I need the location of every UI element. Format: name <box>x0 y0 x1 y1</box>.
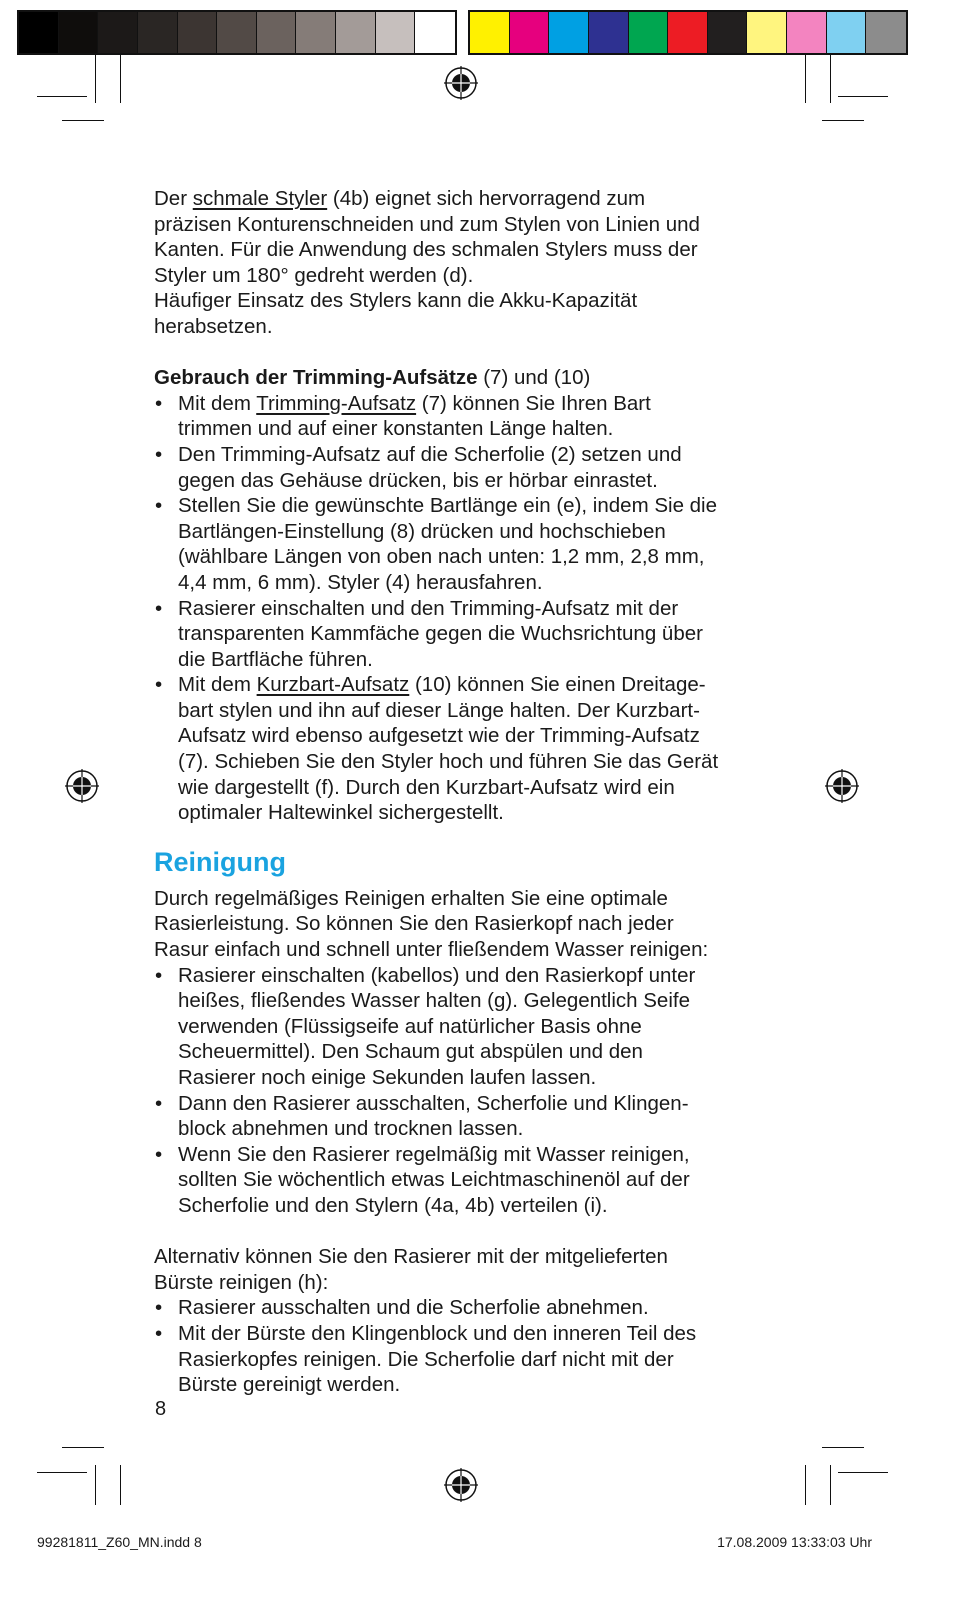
color-swatch <box>415 12 455 53</box>
trimming-list <box>154 391 794 826</box>
crop-mark <box>95 55 96 103</box>
text-span: (7) und (10) <box>477 366 591 390</box>
text-line: Alternativ können Sie den Rasierer mit der mitgelieferten <box>154 1245 668 1269</box>
crop-mark <box>822 120 864 121</box>
text-line: Rasierer einschalten (kabellos) und den Rasierkopf unter <box>178 963 696 987</box>
list-item <box>154 672 794 826</box>
crop-mark <box>838 96 888 97</box>
text-line: transparenten Kammfäche gegen die Wuchsrichtung über <box>178 622 703 646</box>
text-line: Rasierkopfes reinigen. Die Scherfolie darf nicht mit der <box>178 1347 674 1371</box>
text-span: Der <box>154 187 193 210</box>
text-line: (7). Schieben Sie den Styler hoch und führen Sie das Gerät <box>178 750 719 774</box>
color-swatch <box>178 12 218 53</box>
list-item <box>154 596 794 673</box>
intro-paragraph-1 <box>154 186 794 288</box>
color-swatch <box>296 12 336 53</box>
text-span: Mit dem <box>178 391 257 415</box>
color-swatch <box>59 12 99 53</box>
text-line: gegen das Gehäuse drücken, bis er hörbar einrastet. <box>178 468 658 492</box>
text-line: Mit der Bürste den Klingenblock und den inneren Teil des <box>178 1321 697 1345</box>
list-item <box>154 1321 794 1398</box>
text-span: (7) können Sie Ihren Bart <box>416 391 651 415</box>
list-item <box>154 442 794 493</box>
text-line: Kanten. Für die Anwendung des schmalen Stylers muss der <box>154 238 698 262</box>
text-line: wie dargestellt (f). Durch den Kurzbart-Aufsatz wird ein <box>178 775 675 799</box>
list-item: • Rasierer ausschalten und die Scherfolie abnehmen. <box>154 1295 794 1321</box>
short-beard-attachment-term: Kurzbart-Aufsatz <box>256 673 410 697</box>
color-swatch <box>138 12 178 53</box>
cmyk-color-bar <box>468 10 908 55</box>
color-swatch <box>470 12 510 53</box>
slug-timestamp: 17.08.2009 13:33:03 Uhr <box>717 1534 872 1550</box>
crop-mark <box>805 55 806 103</box>
text-line: Bürste reinigen (h): <box>154 1270 329 1294</box>
text-line: Dann den Rasierer ausschalten, Scherfolie und Klingen- <box>178 1091 689 1115</box>
text-line: Durch regelmäßiges Reinigen erhalten Sie eine optimale <box>154 886 668 910</box>
text-line: verwenden (Flüssigseife auf natürlicher Basis ohne <box>178 1014 642 1038</box>
text-line: Bürste gereinigt werden. <box>178 1373 401 1397</box>
text-line: optimaler Haltewinkel sichergestellt. <box>178 801 504 825</box>
list-item <box>154 493 794 595</box>
text-line: sollten Sie wöchentlich etwas Leichtmaschinenöl auf der <box>178 1168 690 1192</box>
cleaning-heading: Reinigung <box>154 846 286 877</box>
text-line: Stellen Sie die gewünschte Bartlänge ein (e), indem Sie die <box>178 494 718 518</box>
registration-mark-icon <box>825 769 859 803</box>
text-line: 4,4 mm, 6 mm). Styler (4) herausfahren. <box>178 570 543 594</box>
text-line: Scherfolie und den Stylern (4a, 4b) verteilen (i). <box>178 1193 608 1217</box>
list-item <box>154 1142 794 1219</box>
color-swatch <box>708 12 748 53</box>
text-line: Styler um 180° gedreht werden (d). <box>154 263 474 287</box>
registration-mark-icon <box>444 66 478 100</box>
intro-paragraph-2 <box>154 288 794 339</box>
crop-mark <box>62 120 104 121</box>
narrow-styler-term: schmale Styler <box>192 187 328 210</box>
text-line: heißes, fließendes Wasser halten (g). Gelegentlich Seife <box>178 989 690 1013</box>
text-line: block abnehmen und trocknen lassen. <box>178 1117 524 1141</box>
color-swatch <box>589 12 629 53</box>
crop-mark <box>37 1472 87 1473</box>
text-line: Aufsatz wird ebenso aufgesetzt wie der Trimming-Aufsatz <box>178 724 700 748</box>
list-item <box>154 391 794 442</box>
registration-mark-icon <box>65 769 99 803</box>
registration-mark-icon <box>444 1468 478 1502</box>
color-swatch <box>866 12 906 53</box>
trimming-heading <box>154 365 794 391</box>
color-swatch <box>827 12 867 53</box>
color-swatch <box>376 12 416 53</box>
text-line: (wählbare Längen von oben nach unten: 1,2 mm, 2,8 mm, <box>178 545 705 569</box>
crop-mark <box>805 1465 806 1505</box>
cleaning-intro <box>154 886 794 963</box>
color-swatch <box>787 12 827 53</box>
text-span: (10) können Sie einen Dreitage- <box>409 673 706 697</box>
text-span: (4b) eignet sich hervorragend zum <box>327 187 646 210</box>
text-line: präzisen Konturenschneiden und zum Stylen von Linien und <box>154 212 700 236</box>
color-swatch <box>747 12 787 53</box>
text-line: Rasierleistung. So können Sie den Rasierkopf nach jeder <box>154 912 674 936</box>
crop-mark <box>822 1447 864 1448</box>
trimming-attachment-term: Trimming-Aufsatz <box>256 391 417 415</box>
color-swatch <box>336 12 376 53</box>
text-line: Wenn Sie den Rasierer regelmäßig mit Wasser reinigen, <box>178 1142 690 1166</box>
color-swatch <box>549 12 589 53</box>
crop-mark <box>838 1472 888 1473</box>
color-swatch <box>217 12 257 53</box>
list-item <box>154 1091 794 1142</box>
crop-mark <box>37 96 87 97</box>
text-line: Den Trimming-Aufsatz auf die Scherfolie (2) setzen und <box>178 442 682 466</box>
crop-mark <box>95 1465 96 1505</box>
color-swatch <box>98 12 138 53</box>
text-line: Scheuermittel). Den Schaum gut abspülen und den <box>178 1040 643 1064</box>
cleaning-list <box>154 963 794 1219</box>
crop-mark <box>62 1447 104 1448</box>
text-line: Rasur einfach und schnell unter fließendem Wasser reinigen: <box>154 938 709 962</box>
text-line: trimmen und auf einer konstanten Länge halten. <box>178 417 614 441</box>
page-content <box>154 186 794 1398</box>
text-line: herabsetzen. <box>154 314 273 338</box>
trimming-heading-bold: Gebrauch der Trimming-Aufsätze <box>154 366 478 390</box>
crop-mark <box>120 1465 121 1505</box>
list-item <box>154 963 794 1091</box>
color-swatch <box>257 12 297 53</box>
text-line: Rasierer noch einige Sekunden laufen lassen. <box>178 1066 597 1089</box>
color-swatch <box>510 12 550 53</box>
text-line: Häufiger Einsatz des Stylers kann die Akku-Kapazität <box>154 289 638 313</box>
color-swatch <box>19 12 59 53</box>
color-swatch <box>668 12 708 53</box>
text-line: Bartlängen-Einstellung (8) drücken und hochschieben <box>178 519 666 543</box>
text-line: Rasierer einschalten und den Trimming-Aufsatz mit der <box>178 596 679 620</box>
alternative-paragraph <box>154 1244 794 1295</box>
page-number: 8 <box>155 1398 167 1420</box>
color-swatch <box>629 12 669 53</box>
crop-mark <box>830 1465 831 1505</box>
text-line: die Bartfläche führen. <box>178 647 373 671</box>
alternative-list <box>154 1295 794 1397</box>
text-span: Mit dem <box>178 673 257 697</box>
slug-filename: 99281811_Z60_MN.indd 8 <box>37 1534 202 1550</box>
crop-mark <box>120 55 121 103</box>
text-line: bart stylen und ihn auf dieser Länge halten. Der Kurzbart- <box>178 698 700 722</box>
gray-color-bar <box>17 10 457 55</box>
crop-mark <box>830 55 831 103</box>
